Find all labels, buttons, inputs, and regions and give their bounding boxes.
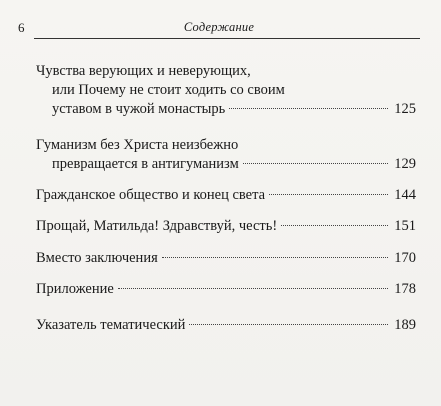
toc-entry-last-line	[36, 249, 416, 268]
toc-entry-last-line	[36, 100, 416, 119]
toc-entry-title-line: или Почему не стоит ходить со своим	[52, 82, 285, 98]
toc-page-number: 170	[394, 250, 416, 266]
dot-leader	[269, 194, 388, 195]
toc-entry-title-line: Указатель тематический	[36, 317, 186, 333]
dot-leader	[189, 324, 388, 325]
toc-entry-last-line	[36, 217, 416, 236]
toc-entry-title-line: Гуманизм без Христа неизбежно	[36, 137, 239, 153]
running-title: Содержание	[183, 20, 255, 34]
toc-entry	[36, 136, 416, 174]
toc-page-number: 189	[394, 317, 416, 333]
toc-page-number: 151	[394, 218, 416, 234]
dot-leader	[281, 225, 388, 226]
dot-leader	[118, 288, 388, 289]
toc-entry-last-line	[36, 316, 416, 335]
toc-entry-title-line: превращается в антигуманизм	[52, 156, 239, 172]
toc-entry-last-line	[36, 155, 416, 174]
page-header	[18, 20, 420, 42]
toc-entry-title-line: Приложение	[36, 281, 114, 297]
toc-page-number: 144	[394, 187, 416, 203]
toc-entry-title-line: Прощай, Матильда! Здравствуй, честь!	[36, 218, 278, 234]
toc-entry-title-line: уставом в чужой монастырь	[52, 101, 226, 117]
toc-page-number: 129	[394, 156, 416, 172]
toc-entry-last-line	[36, 280, 416, 299]
toc-entry-title-line: Чувства верующих и неверующих,	[36, 63, 251, 79]
toc-entry	[36, 186, 416, 205]
toc-page-number: 178	[394, 281, 416, 297]
page-number: 6	[18, 20, 25, 35]
dot-leader	[229, 108, 388, 109]
toc-entry-title-line: Вместо заключения	[36, 250, 158, 266]
toc-entry-title-line: Гражданское общество и конец света	[36, 187, 266, 203]
header-rule	[34, 38, 420, 39]
dot-leader	[162, 257, 389, 258]
toc-page-number: 125	[394, 101, 416, 117]
toc-entry	[36, 249, 416, 268]
dot-leader	[243, 163, 388, 164]
toc-entry	[36, 217, 416, 236]
toc-entry-last-line	[36, 186, 416, 205]
toc-entry	[36, 280, 416, 299]
toc-entry	[36, 62, 416, 119]
toc-entry	[36, 316, 416, 335]
